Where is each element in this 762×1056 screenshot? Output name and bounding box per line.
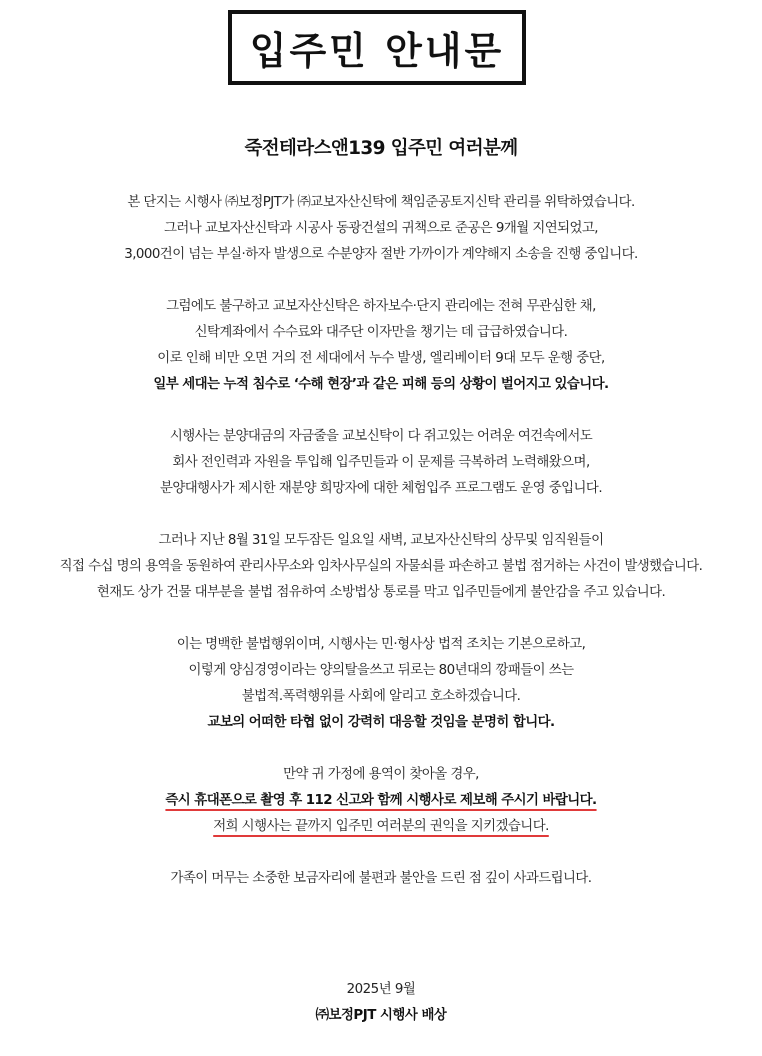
notice-line: 직접 수십 명의 용역을 동원하여 관리사무소와 임차사무실의 자물쇠를 파손하고 불법 점거하는 사건이 발생했습니다. (59, 559, 703, 574)
notice-line: 그럼에도 불구하고 교보자산신탁은 하자보수·단지 관리에는 전혀 무관심한 채, (166, 299, 596, 314)
paragraph-5 (0, 632, 762, 736)
notice-line: 3,000건이 넘는 부실·하자 발생으로 수분양자 절반 가까이가 계약해지 소송을 진행 중입니다. (124, 247, 638, 262)
paragraph-3 (0, 424, 762, 502)
paragraph-6 (0, 762, 762, 840)
notice-line: 이는 명백한 불법행위이며, 시행사는 민·형사상 법적 조치는 기본으로하고, (176, 637, 586, 652)
notice-line: 이렇게 양심경영이라는 양의탈을쓰고 뒤로는 80년대의 깡패들이 쓰는 (188, 663, 574, 678)
notice-line: 그러나 교보자산신탁과 시공사 동광건설의 귀책으로 준공은 9개월 지연되었고, (164, 221, 598, 236)
notice-title: 입주민 안내문 (228, 10, 526, 85)
notice-line: 회사 전인력과 자원을 투입해 입주민들과 이 문제를 극복하려 노력해왔으며, (172, 455, 590, 470)
notice-date: 2025년 9월 (346, 982, 416, 997)
notice-line: 분양대행사가 제시한 재분양 희망자에 대한 체험입주 프로그램도 운영 중입니다. (159, 481, 603, 496)
notice-line: 즉시 휴대폰으로 촬영 후 112 신고와 함께 시행사로 제보해 주시기 바랍니다. (165, 793, 597, 808)
notice-line: 이로 인해 비만 오면 거의 전 세대에서 누수 발생, 엘리베이터 9대 모두 운행 중단, (157, 351, 605, 366)
notice-line: 시행사는 분양대금의 자금줄을 교보신탁이 다 쥐고있는 어려운 여건속에서도 (169, 429, 593, 444)
paragraph-7 (0, 866, 762, 892)
notice-line: 본 단지는 시행사 ㈜보정PJT가 ㈜교보자산신탁에 책임준공토지신탁 관리를 위탁하였습니다. (127, 195, 635, 210)
notice-signature: ㈜보정PJT 시행사 배상 (315, 1008, 447, 1023)
paragraph-1 (0, 190, 762, 268)
notice-line: 신탁계좌에서 수수료와 대주단 이자만을 챙기는 데 급급하였습니다. (194, 325, 568, 340)
notice-line: 교보의 어떠한 타협 없이 강력히 대응할 것임을 분명히 합니다. (207, 715, 555, 730)
notice-body (0, 190, 762, 918)
paragraph-4 (0, 528, 762, 606)
paragraph-2 (0, 294, 762, 398)
notice-line: 가족이 머무는 소중한 보금자리에 불편과 불안을 드린 점 깊이 사과드립니다. (170, 871, 592, 886)
notice-line: 만약 귀 가정에 용역이 찾아올 경우, (283, 767, 479, 782)
notice-heading: 죽전테라스앤139 입주민 여러분께 (244, 138, 518, 159)
notice-line: 일부 세대는 누적 침수로 ‘수해 현장’과 같은 피해 등의 상황이 벌어지고 있습니다. (153, 377, 609, 392)
notice-line: 그러나 지난 8월 31일 모두잠든 일요일 새벽, 교보자산신탁의 상무및 임직원들이 (158, 533, 604, 548)
notice-line: 현재도 상가 건물 대부분을 불법 점유하여 소방법상 통로를 막고 입주민들에게 불안감을 주고 있습니다. (96, 585, 666, 600)
notice-line: 불법적.폭력행위를 사회에 알리고 호소하겠습니다. (241, 689, 521, 704)
notice-line: 저희 시행사는 끝까지 입주민 여러분의 권익을 지키겠습니다. (213, 819, 549, 834)
